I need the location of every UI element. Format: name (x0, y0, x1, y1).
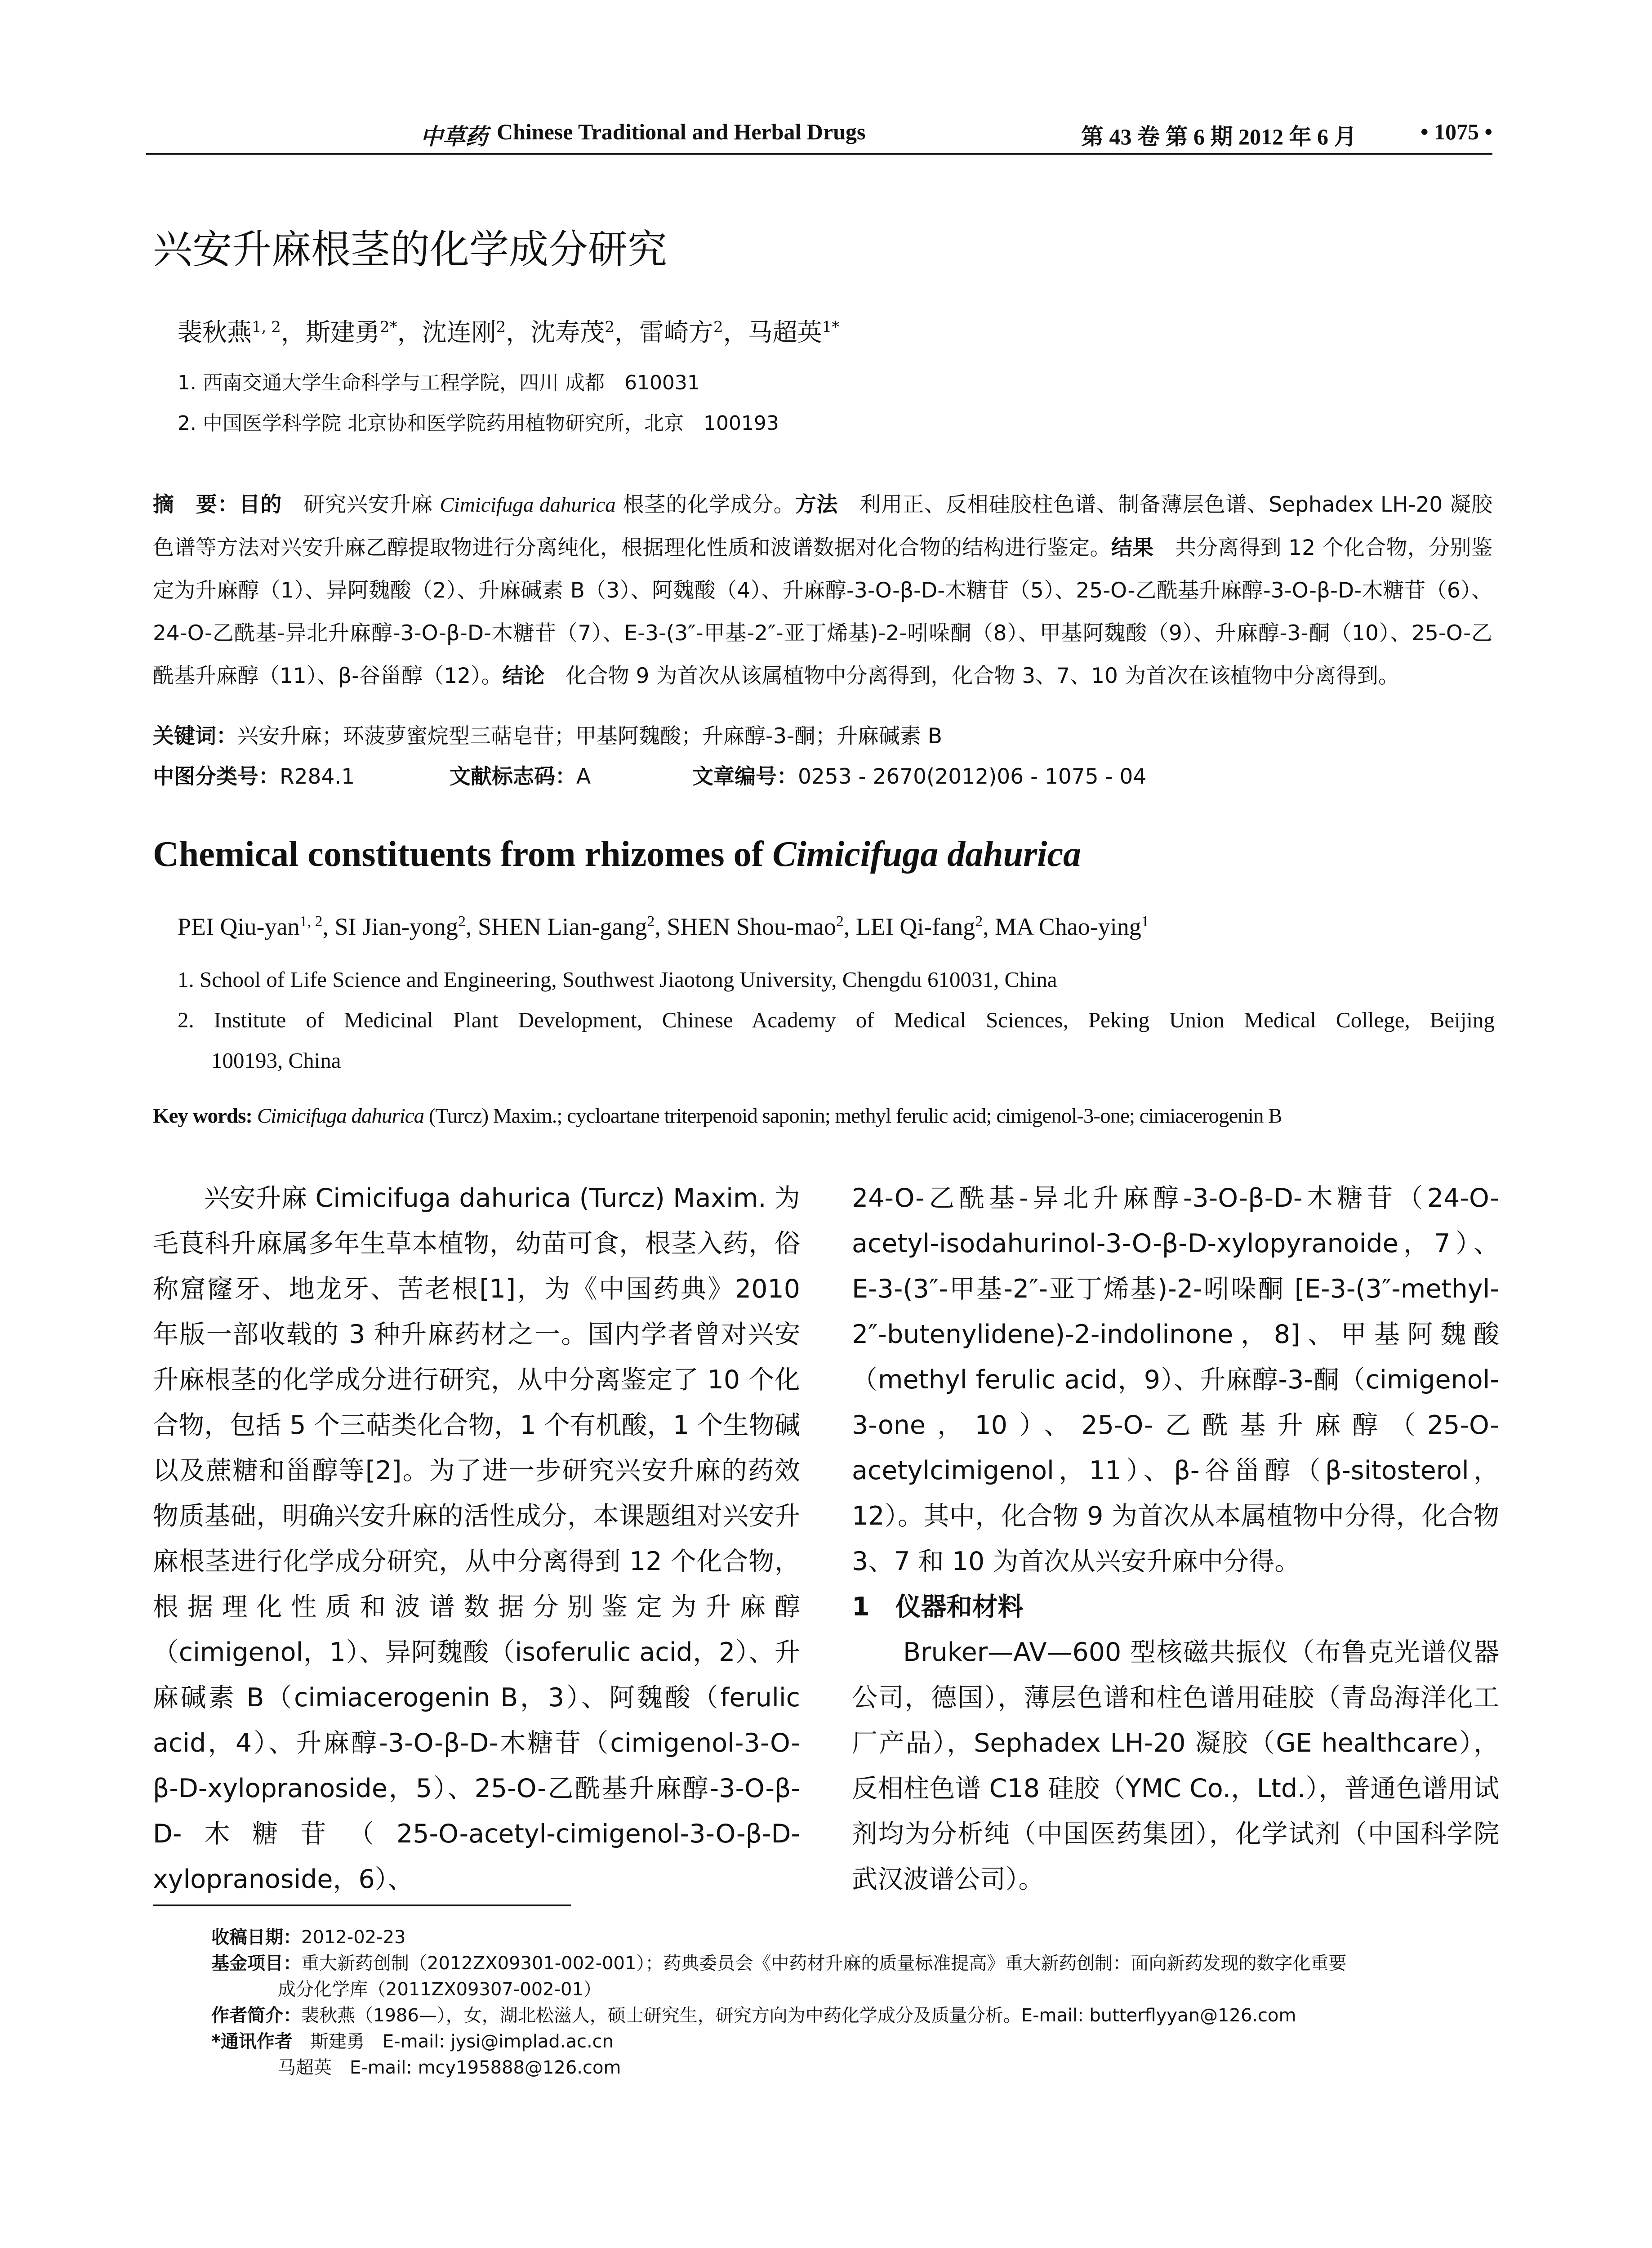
doc-label: 文献标志码： (450, 764, 576, 789)
affiliation-en-2-cont: 100193, China (211, 1048, 341, 1073)
issue-info: 第 43 卷 第 6 期 2012 年 6 月 (1081, 124, 1357, 149)
footnote-bio: 作者简介：裴秋燕（1986—），女，湖北松滋人，硕士研究生，研究方向为中药化学成分及质量分析。E-mail: butterflyyan@126.com (211, 2005, 1296, 2026)
keywords-cn (153, 719, 942, 749)
authors-cn (178, 312, 839, 348)
running-header (146, 112, 1492, 153)
article-title-cn: 兴安升麻根茎的化学成分研究 (153, 226, 668, 272)
result-text: 共分离得到 12 个化合物，分别鉴定为升麻醇（1）、异阿魏酸（2）、升麻碱素 B（3）、阿魏酸（4）、升麻醇-3-O-β-D-木糖苷（5）、25-O-乙酰基升麻醇-3-O-β-D-木糖苷（6）、24-O-乙酰基-异北升麻醇-3-O-β-D-木糖苷（7）、E-3-(3″-甲基-2″-亚丁烯基)-2-吲哚酮（8）、甲基阿魏酸（9）、升麻醇-3-酮（10）、25-O-乙酰基升麻醇（11）、β-谷甾醇（12）。 (153, 535, 1493, 688)
page-number: • 1075 • (1420, 119, 1492, 144)
body-left-column (153, 1176, 800, 1902)
cn-author-affil-mark: 2* (379, 318, 397, 336)
classification-line (153, 760, 1492, 790)
author-separator: ， (723, 318, 748, 347)
cn-author-1: 裴秋燕$^{1, 2}$ (178, 318, 281, 347)
purpose-text-a: 研究兴安升麻 (282, 492, 440, 517)
abstract-label: 摘 要： (153, 492, 239, 517)
doc-value: A (576, 764, 591, 789)
keywords-cn-label: 关键词： (153, 724, 237, 749)
en-author-affil-mark: 2 (458, 913, 466, 930)
cn-author-6: 马超英$^{1*}$ (748, 318, 840, 347)
author-separator: , (655, 913, 667, 940)
en-author-4: SHEN Shou-mao$^2$ (667, 913, 844, 940)
method-text: 利用正、反相硅胶柱色谱、制备薄层色谱、Sephadex LH-20 凝胶色谱等方法对兴安升麻乙醇提取物进行分离纯化，根据理化性质和波谱数据对化合物的结构进行鉴定。 (153, 492, 1493, 560)
affiliation-en-2: 2. Institute of Medicinal Plant Development, Chinese Academy of Medical Sciences, Peking Union Medical College, Beijing (178, 1008, 1495, 1032)
en-author-5: LEI Qi-fang$^2$ (855, 913, 983, 940)
author-separator: ， (397, 318, 422, 347)
header-divider (146, 153, 1492, 155)
conclusion-text: 化合物 9 为首次从该属植物中分离得到，化合物 3、7、10 为首次在该植物中分离得到。 (544, 664, 1399, 688)
method-label: 方法 (795, 492, 838, 517)
footnote-divider (153, 1905, 571, 1906)
cn-author-affil-mark: 2 (496, 318, 506, 336)
cn-author-3: 沈连刚$^2$ (422, 318, 506, 347)
affiliation-cn-1: 1. 西南交通大学生命科学与工程学院，四川 成都 610031 (178, 371, 700, 394)
cn-author-4: 沈寿茂$^2$ (530, 318, 614, 347)
title-en-latin: Cimicifuga dahurica (772, 834, 1082, 874)
section-1-heading: 1 仪器和材料 (852, 1592, 1024, 1622)
article-label: 文章编号： (692, 764, 798, 789)
purpose-text-b: 根茎的化学成分。 (615, 492, 795, 517)
author-separator: , (843, 913, 856, 940)
author-separator: ， (281, 318, 306, 347)
author-separator: , (322, 913, 335, 940)
result-label: 结果 (1111, 535, 1154, 560)
author-separator: , (465, 913, 478, 940)
en-author-affil-mark: 1 (1141, 913, 1149, 930)
en-author-affil-mark: 1, 2 (299, 913, 323, 930)
journal-name: Chinese Traditional and Herbal Drugs (497, 119, 866, 144)
footnotes (211, 1924, 1492, 2081)
conclusion-label: 结论 (502, 664, 545, 688)
keywords-en-text: (Turcz) Maxim.; cycloartane triterpenoid saponin; methyl ferulic acid; cimigenol-3-one; cimiacerogenin B (424, 1104, 1282, 1128)
keywords-en (153, 1104, 1501, 1128)
purpose-label: 目的 (239, 492, 282, 517)
en-author-affil-mark: 2 (836, 913, 844, 930)
clc-value: R284.1 (280, 764, 355, 789)
cn-author-affil-mark: 2 (713, 318, 723, 336)
author-separator: ， (614, 318, 639, 347)
footnote-corr-2: 马超英 E-mail: mcy195888@126.com (278, 2057, 621, 2078)
section-1-paragraph: Bruker—AV—600 型核磁共振仪（布鲁克光谱仪器公司，德国），薄层色谱和柱色谱用硅胶（青岛海洋化工厂产品），Sephadex LH-20 凝胶（GE healthcare），反相柱色谱 C18 硅胶（YMC Co.，Ltd.），普通色谱用试剂均为分析纯（中国医药集团），化学试剂（中国科学院武汉波谱公司）。 (852, 1637, 1499, 1894)
keywords-cn-text: 兴安升麻；环菠萝蜜烷型三萜皂苷；甲基阿魏酸；升麻醇-3-酮；升麻碱素 B (237, 724, 943, 749)
en-author-affil-mark: 2 (975, 913, 983, 930)
abstract-cn (153, 483, 1492, 697)
en-author-2: SI Jian-yong$^2$ (334, 913, 466, 940)
footnote-received: 收稿日期：2012-02-23 (211, 1927, 406, 1948)
cn-author-2: 斯建勇$^{2*}$ (305, 318, 397, 347)
en-author-6: MA Chao-ying$^1$ (995, 913, 1149, 940)
purpose-latin: Cimicifuga dahurica (440, 493, 616, 517)
footnote-fund-cont: 成分化学库（2011ZX09307-002-01） (278, 1979, 601, 2000)
clc-label: 中图分类号： (153, 764, 280, 789)
en-author-3: SHEN Lian-gang$^2$ (477, 913, 655, 940)
keywords-en-label: Key words: (153, 1104, 253, 1128)
en-author-affil-mark: 2 (647, 913, 655, 930)
intro-paragraph-cont: 24-O-乙酰基-异北升麻醇-3-O-β-D-木糖苷（24-O-acetyl-isodahurinol-3-O-β-D-xylopyranoide，7）、E-3-(3″-甲基-2″-亚丁烯基)-2-吲哚酮 [E-3-(3″-methyl-2″-butenylidene)-2-indolinone，8]、甲基阿魏酸（methyl ferulic acid，9）、升麻醇-3-酮（cimigenol-3-one，10）、25-O-乙酰基升麻醇（25-O-acetylcimigenol，11）、β-谷甾醇（β-sitosterol，12）。其中，化合物 9 为首次从本属植物中分得，化合物 3、7 和 10 为首次从兴安升麻中分得。 (852, 1183, 1499, 1576)
author-separator: , (983, 913, 995, 940)
journal-cn-logo: 中草药 (420, 124, 488, 150)
en-author-1: PEI Qiu-yan$^{1, 2}$ (178, 913, 323, 940)
cn-author-affil-mark: 1, 2 (252, 318, 281, 336)
cn-author-affil-mark: 2 (605, 318, 614, 336)
keywords-en-latin: Cimicifuga dahurica (257, 1104, 424, 1128)
cn-author-affil-mark: 1* (822, 318, 840, 336)
author-separator: ， (506, 318, 531, 347)
affiliation-en-1: 1. School of Life Science and Engineering, Southwest Jiaotong University, Chengdu 610031, China (178, 967, 1057, 992)
footnote-corr: *通讯作者 斯建勇 E-mail: jysi@implad.ac.cn (211, 2031, 614, 2052)
body-right-column (852, 1176, 1499, 1902)
title-en-main: Chemical constituents from rhizomes of (153, 834, 773, 874)
affiliation-cn-2: 2. 中国医学科学院 北京协和医学院药用植物研究所，北京 100193 (178, 412, 779, 435)
authors-en (178, 913, 1149, 941)
cn-author-5: 雷崎方$^2$ (639, 318, 723, 347)
article-value: 0253 - 2670(2012)06 - 1075 - 04 (798, 764, 1147, 789)
article-title-en (153, 834, 1081, 875)
intro-paragraph: 兴安升麻 Cimicifuga dahurica (Turcz) Maxim. 为毛茛科升麻属多年生草本植物，幼苗可食，根茎入药，俗称窟窿牙、地龙牙、苦老根[1]，为《中国药典》2010 年版一部收载的 3 种升麻药材之一。国内学者曾对兴安升麻根茎的化学成分进行研究，从中分离鉴定了 10 个化合物，包括 5 个三萜类化合物，1 个有机酸，1 个生物碱以及蔗糖和甾醇等[2]。为了进一步研究兴安升麻的药效物质基础，明确兴安升麻的活性成分，本课题组对兴安升麻根茎进行化学成分研究，从中分离得到 12 个化合物，根据理化性质和波谱数据分别鉴定为升麻醇（cimigenol，1）、异阿魏酸（isoferulic acid，2）、升麻碱素 B（cimiacerogenin B，3）、阿魏酸（ferulic acid，4）、升麻醇-3-O-β-D-木糖苷（cimigenol-3-O-β-D-xylopranoside，5）、25-O-乙酰基升麻醇-3-O-β-D-木糖苷（25-O-acetyl-cimigenol-3-O-β-D-xylopranoside，6）、 (153, 1183, 800, 1894)
footnote-fund: 基金项目：重大新药创制（2012ZX09301-002-001）；药典委员会《中药材升麻的质量标准提高》重大新药创制：面向新药发现的数字化重要 (211, 1953, 1347, 1974)
